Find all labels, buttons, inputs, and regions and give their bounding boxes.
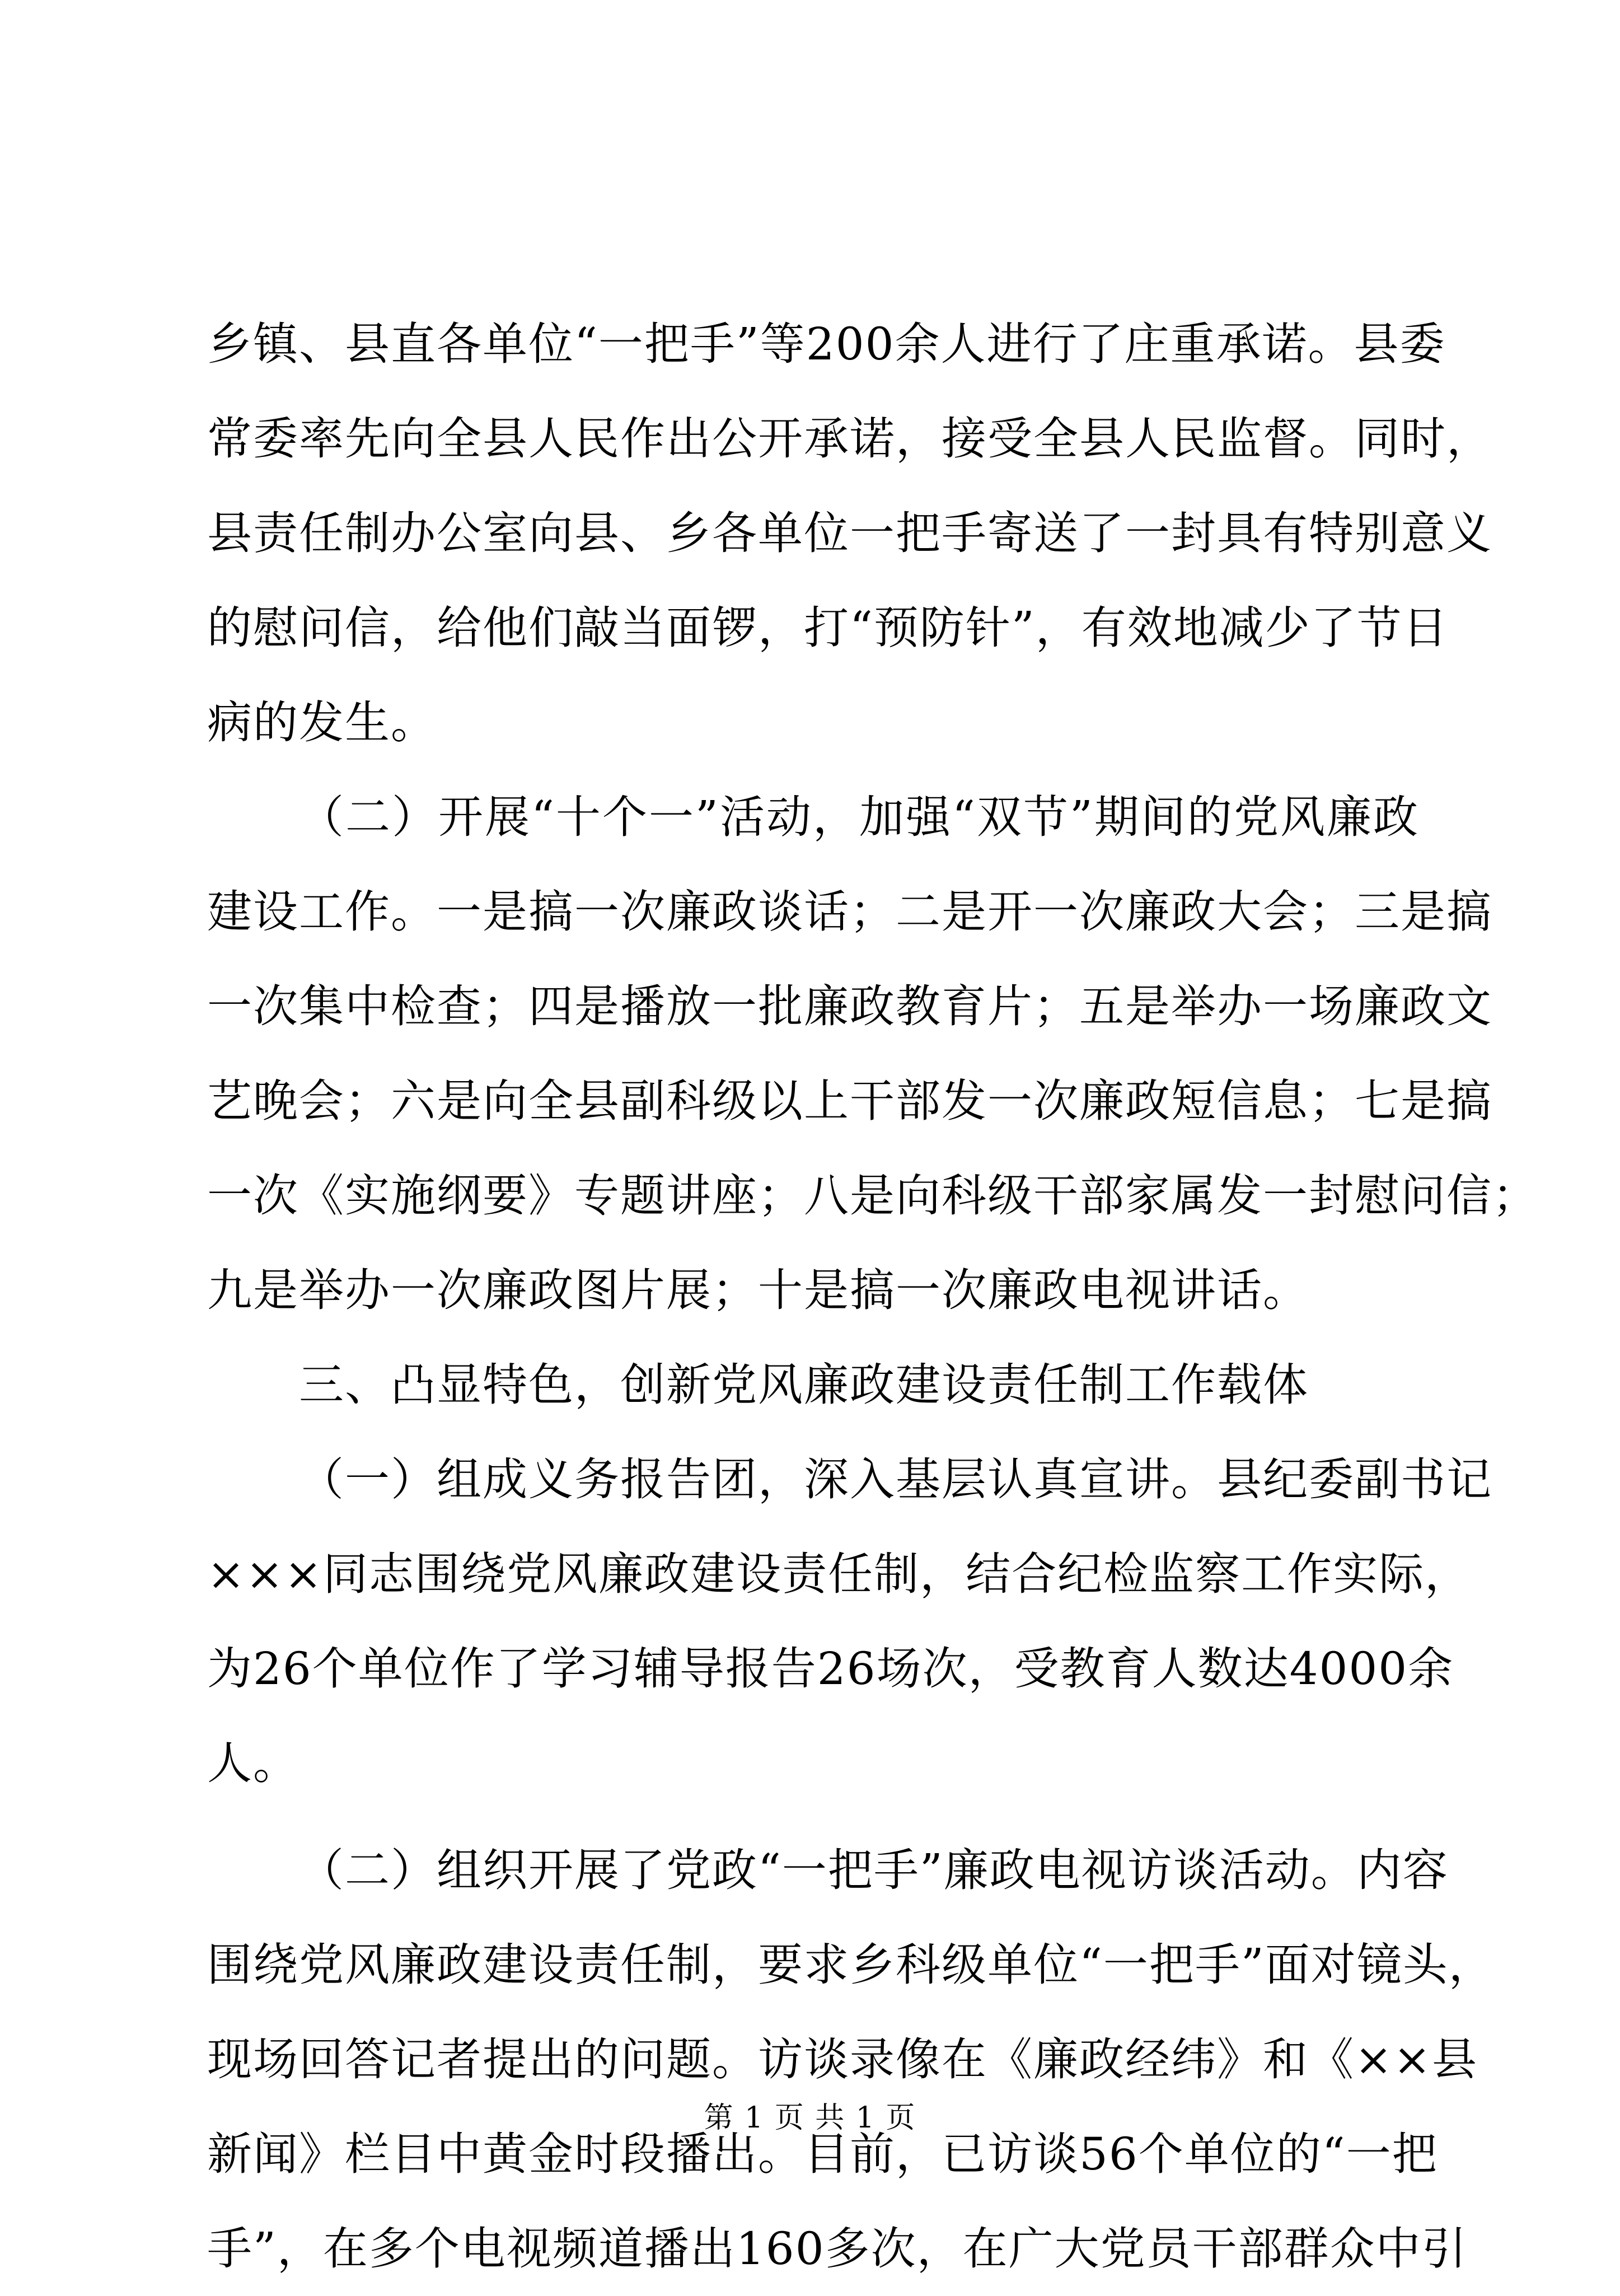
text-line: 围绕党风廉政建设责任制，要求乡科级单位“一把手”面对镜头， bbox=[207, 1939, 1495, 1991]
body-text bbox=[207, 297, 1538, 2296]
text-line: 人。 bbox=[207, 1737, 299, 1789]
text-line: 为26个单位作了学习辅导报告26场次，受教育人数达4000余 bbox=[207, 1643, 1454, 1695]
text-line: 常委率先向全县人民作出公开承诺，接受全县人民监督。同时， bbox=[207, 413, 1492, 465]
text-line: 现场回答记者提出的问题。访谈录像在《廉政经纬》和《××县 bbox=[207, 2033, 1478, 2085]
text-line: 病的发生。 bbox=[207, 696, 437, 749]
text-line: 建设工作。一是搞一次廉政谈话；二是开一次廉政大会；三是搞 bbox=[207, 886, 1492, 938]
text-line: 手”，在多个电视频道播出160多次，在广大党员干部群众中引 bbox=[207, 2223, 1468, 2275]
text-line: 艺晚会；六是向全县副科级以上干部发一次廉政短信息；七是搞 bbox=[207, 1075, 1492, 1127]
text-line: （二）开展“十个一”活动，加强“双节”期间的党风廉政 bbox=[299, 791, 1419, 843]
text-line: 乡镇、县直各单位“一把手”等200余人进行了庄重承诺。县委 bbox=[207, 318, 1446, 370]
text-line: 新闻》栏目中黄金时段播出。目前，已访谈56个单位的“一把 bbox=[207, 2128, 1438, 2180]
text-line: ×××同志围绕党风廉政建设责任制，结合纪检监察工作实际， bbox=[207, 1548, 1471, 1600]
text-line: （二）组织开展了党政“一把手”廉政电视访谈活动。内容 bbox=[299, 1844, 1449, 1896]
text-line: 一次集中检查；四是播放一批廉政教育片；五是举办一场廉政文 bbox=[207, 980, 1492, 1032]
text-line: 九是举办一次廉政图片展；十是搞一次廉政电视讲话。 bbox=[207, 1264, 1309, 1316]
text-line: （一）组成义务报告团，深入基层认真宣讲。县纪委副书记 bbox=[299, 1453, 1492, 1505]
page-number-footer: 第 1 页 共 1 页 bbox=[704, 2101, 916, 2135]
text-line: 一次《实施纲要》专题讲座；八是向科级干部家属发一封慰问信； bbox=[207, 1170, 1538, 1222]
section-heading: 三、凸显特色，创新党风廉政建设责任制工作载体 bbox=[299, 1359, 1309, 1411]
text-line: 的慰问信，给他们敲当面锣，打“预防针”，有效地减少了节日 bbox=[207, 602, 1449, 654]
text-line: 县责任制办公室向县、乡各单位一把手寄送了一封具有特别意义 bbox=[207, 507, 1492, 559]
